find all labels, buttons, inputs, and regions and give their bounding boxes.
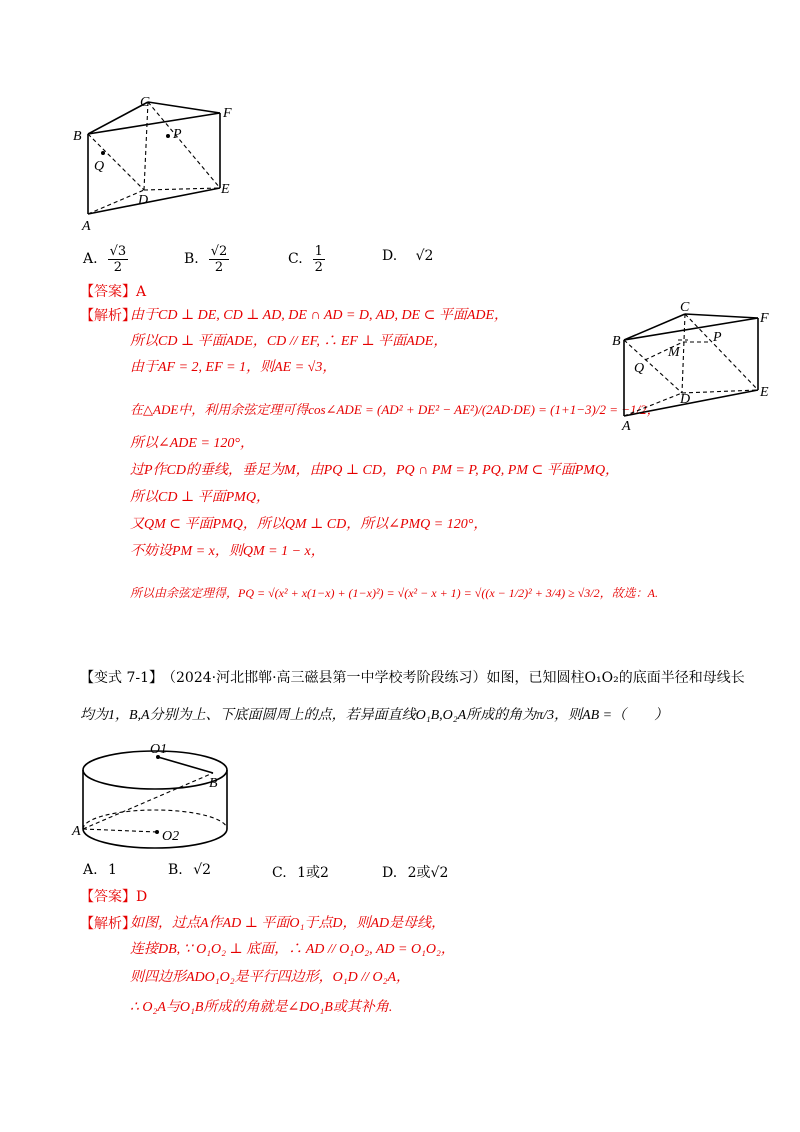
answer-tag: 【答案】: [80, 284, 136, 300]
label: C: [680, 300, 690, 315]
label: B: [209, 776, 218, 791]
answer-tag: 【答案】: [80, 889, 136, 905]
analysis-step: 又QM ⊂ 平面PMQ，所以QM ⊥ CD，所以∠PMQ = 120°，: [130, 517, 488, 532]
label: C: [140, 95, 150, 110]
answer-line: [80, 282, 146, 302]
label: D: [680, 392, 691, 407]
analysis-step: 所以CD ⊥ 平面ADE，CD // EF, ∴ EF ⊥ 平面ADE，: [130, 334, 448, 349]
option-letter: B.: [184, 251, 199, 267]
analysis-step: 连接DB, ∵ O₁O₂ ⊥ 底面，∴ AD // O₁O₂, AD = O₁O₂，: [130, 942, 455, 957]
option-c[interactable]: [272, 862, 329, 882]
label: B: [612, 334, 621, 349]
answer-line: [80, 887, 147, 907]
cylinder-figure: [70, 740, 240, 850]
option-value: 2或√2: [407, 865, 449, 881]
analysis-step: 如图，过点A作AD ⊥ 平面O₁于点D，则AD是母线，: [130, 916, 446, 931]
option-b[interactable]: B. $\frac{√2}{2}$: [184, 243, 228, 275]
analysis-step: 所以∠ADE = 120°，: [130, 436, 254, 451]
option-letter: C.: [272, 865, 287, 881]
question-stem: 如图，已知圆柱O₁O₂的底面半径和母线长: [486, 670, 745, 686]
option-value: 1: [108, 862, 117, 878]
analysis-step: 所以由余弦定理得，PQ = √(x² + x(1−x) + (1−x)²) = √(x² − x + 1) = √((x − 1/2)² + 3/4) ≥ √3/2，故选：A.: [130, 586, 658, 600]
analysis-step: 在△ADE中，利用余弦定理可得cos∠ADE = (AD² + DE² − AE²)/(2AD·DE) = (1+1−3)/2 = −1/2，: [130, 402, 660, 417]
label: M: [668, 345, 680, 360]
label: O2: [162, 829, 180, 844]
answer-value: D: [136, 889, 148, 905]
question-stem-line-1: [80, 668, 745, 688]
analysis-step: 过P作CD的垂线，垂足为M，由PQ ⊥ CD，PQ ∩ PM = P, PQ, PM ⊂ 平面PMQ，: [130, 463, 620, 478]
label: A: [82, 219, 91, 234]
label: F: [223, 106, 232, 121]
option-letter: D.: [382, 865, 398, 881]
option-value: √2: [193, 862, 212, 878]
prism-figure: [70, 92, 250, 237]
option-letter: D.: [382, 248, 398, 264]
analysis-step: ∴ O₂A与O₁B所成的角就是∠DO₁B或其补角.: [130, 1000, 393, 1015]
option-a[interactable]: A. $\frac{√3}{2}$: [83, 243, 127, 275]
option-letter: A.: [83, 862, 98, 878]
option-value: 1或2: [297, 865, 329, 881]
label: Q: [94, 159, 105, 174]
label: F: [760, 311, 769, 326]
label: D: [138, 193, 149, 208]
question-tag: 【变式 7-1】: [80, 670, 163, 686]
label: A: [622, 419, 631, 433]
label: B: [73, 129, 82, 144]
option-value: √2: [415, 248, 434, 264]
answer-value: A: [136, 284, 147, 300]
option-d[interactable]: [382, 248, 433, 264]
analysis-step: 所以CD ⊥ 平面PMQ，: [130, 490, 270, 505]
option-letter: C.: [288, 251, 303, 267]
question-source: （2024·河北邯郸·高三磁县第一中学校考阶段练习）: [169, 670, 487, 686]
analysis-step: 由于AF = 2, EF = 1，则AE = √3，: [130, 360, 337, 375]
option-c[interactable]: C. $\frac{1}{2}$: [288, 243, 323, 275]
analysis-step: 由于CD ⊥ DE, CD ⊥ AD, DE ∩ AD = D, AD, DE ⊂ 平面ADE，: [130, 308, 509, 323]
option-d[interactable]: [382, 862, 448, 882]
label: O1: [150, 742, 168, 757]
analysis-step: 不妨设PM = x，则QM = 1 − x，: [130, 544, 325, 559]
label: Q: [634, 361, 645, 376]
analysis-step: 则四边形ADO₁O₂是平行四边形，O₁D // O₂A，: [130, 970, 411, 985]
option-a[interactable]: [83, 862, 117, 878]
option-letter: A.: [83, 251, 98, 267]
analysis-tag: 【解析】: [80, 308, 136, 324]
label: P: [713, 330, 722, 345]
option-b[interactable]: [168, 862, 211, 878]
question-stem-line-2: 均为1，B,A分别为上、下底面圆周上的点，若异面直线O₁B,O₂A所成的角为π/3，则AB =（ ）: [80, 708, 669, 723]
label: E: [221, 182, 230, 197]
analysis-tag: 【解析】: [80, 916, 136, 932]
label: P: [173, 127, 182, 142]
label: A: [72, 824, 81, 839]
label: E: [760, 385, 769, 400]
option-letter: B.: [168, 862, 183, 878]
prism-figure-2: [610, 298, 790, 433]
